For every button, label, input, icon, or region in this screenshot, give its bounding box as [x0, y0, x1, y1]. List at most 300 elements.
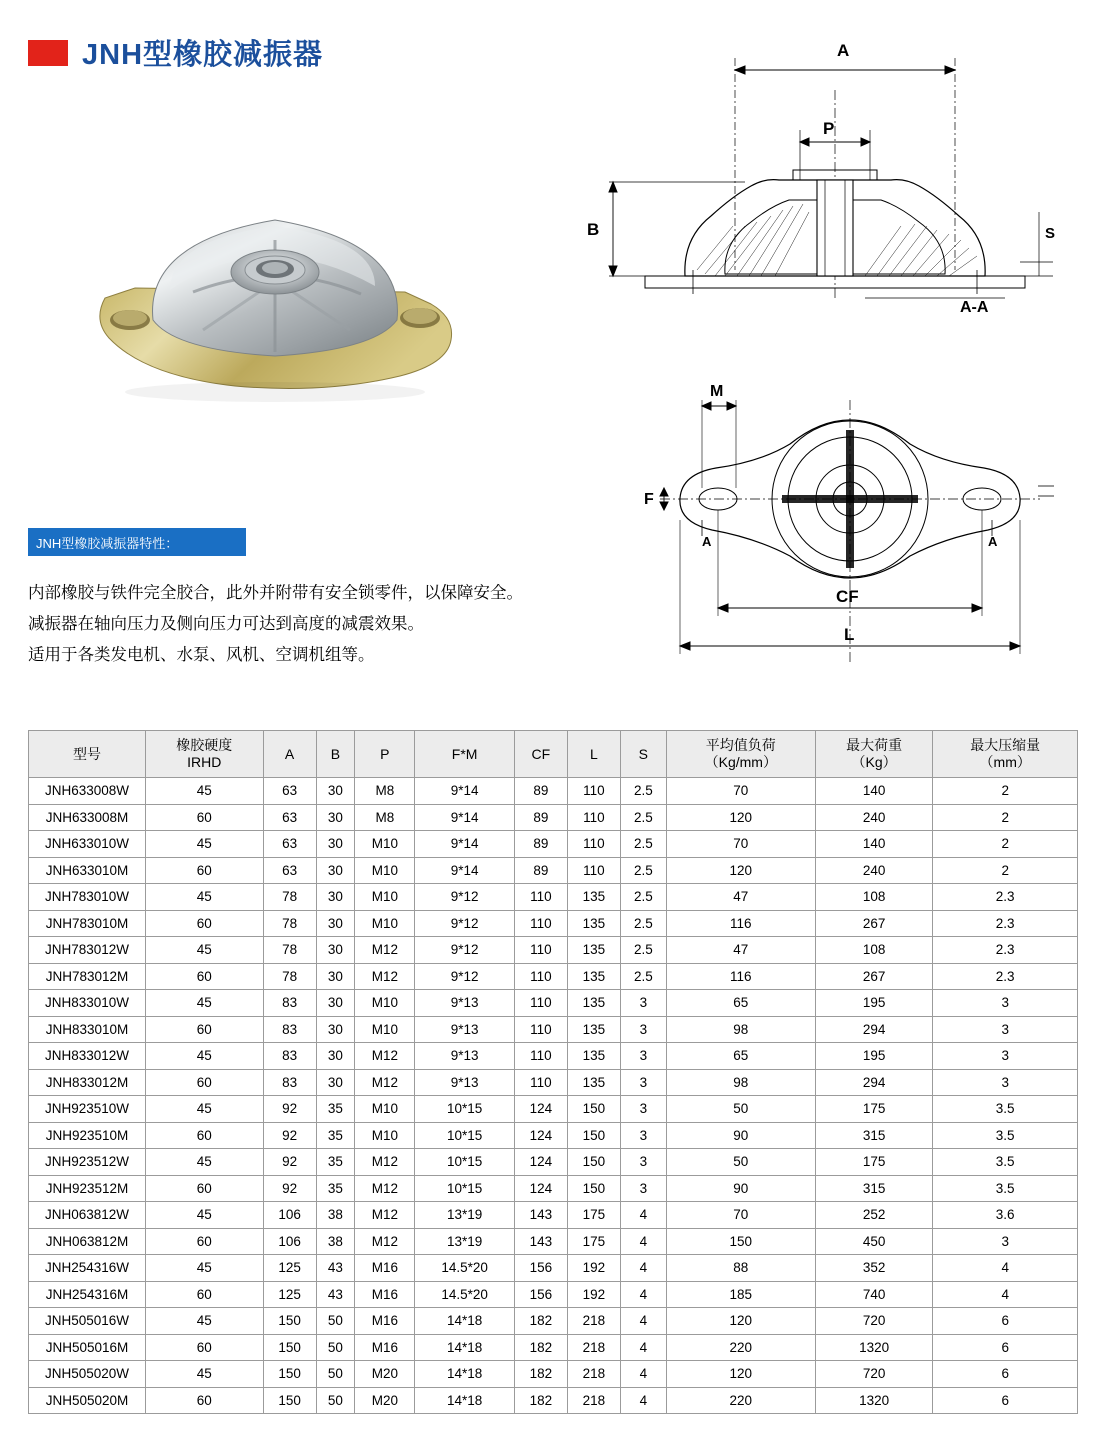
table-cell: 3 — [933, 1016, 1078, 1043]
dim-label-CF: CF — [836, 587, 859, 606]
table-cell: M8 — [355, 804, 415, 831]
table-cell: M16 — [355, 1308, 415, 1335]
table-cell: 106 — [263, 1228, 316, 1255]
col-header-p: P — [355, 731, 415, 778]
page-header — [28, 32, 323, 73]
table-cell: M10 — [355, 884, 415, 911]
table-cell: 720 — [815, 1308, 933, 1335]
table-cell: 9*14 — [415, 778, 514, 805]
table-cell: 6 — [933, 1361, 1078, 1388]
table-cell: 89 — [514, 831, 567, 858]
table-cell: M8 — [355, 778, 415, 805]
table-cell: 2.3 — [933, 884, 1078, 911]
table-cell: 135 — [567, 910, 620, 937]
table-cell: M20 — [355, 1361, 415, 1388]
table-cell: M12 — [355, 937, 415, 964]
table-cell: 78 — [263, 963, 316, 990]
view-mark-a-left: A — [702, 534, 712, 549]
table-cell: 2 — [933, 778, 1078, 805]
table-cell: 110 — [567, 778, 620, 805]
table-row — [29, 1149, 1078, 1176]
table-cell: 3 — [933, 1043, 1078, 1070]
spec-table-body — [29, 778, 1078, 1414]
table-cell: 83 — [263, 1016, 316, 1043]
dim-label-S: S — [1045, 225, 1056, 242]
table-cell: 175 — [567, 1202, 620, 1229]
table-cell: M10 — [355, 1122, 415, 1149]
table-cell: 6 — [933, 1334, 1078, 1361]
cell-model: JNH505020W — [29, 1361, 146, 1388]
table-cell: 9*13 — [415, 1016, 514, 1043]
table-row — [29, 1122, 1078, 1149]
table-cell: 352 — [815, 1255, 933, 1282]
table-cell: 450 — [815, 1228, 933, 1255]
table-cell: M12 — [355, 963, 415, 990]
table-cell: 4 — [620, 1361, 666, 1388]
table-cell: 50 — [316, 1308, 355, 1335]
dim-label-M: M — [710, 383, 724, 400]
table-cell: 135 — [567, 963, 620, 990]
cell-model: JNH633010M — [29, 857, 146, 884]
spec-table-head — [29, 731, 1078, 778]
table-cell: 218 — [567, 1308, 620, 1335]
table-cell: 10*15 — [415, 1149, 514, 1176]
cell-model: JNH923510M — [29, 1122, 146, 1149]
table-row — [29, 1175, 1078, 1202]
table-cell: 2.5 — [620, 963, 666, 990]
cell-model: JNH505016M — [29, 1334, 146, 1361]
table-cell: 60 — [146, 910, 264, 937]
table-cell: 6 — [933, 1387, 1078, 1414]
table-cell: 50 — [666, 1149, 815, 1176]
table-cell: 30 — [316, 910, 355, 937]
table-cell: 38 — [316, 1202, 355, 1229]
table-cell: 150 — [567, 1096, 620, 1123]
table-cell: 2.5 — [620, 910, 666, 937]
table-cell: M10 — [355, 1016, 415, 1043]
table-cell: 175 — [815, 1149, 933, 1176]
table-cell: 125 — [263, 1281, 316, 1308]
table-cell: 125 — [263, 1255, 316, 1282]
dim-label-P: P — [823, 119, 835, 138]
table-cell: 135 — [567, 937, 620, 964]
table-cell: 294 — [815, 1016, 933, 1043]
table-cell: 45 — [146, 778, 264, 805]
table-cell: 9*13 — [415, 990, 514, 1017]
table-cell: 135 — [567, 1043, 620, 1070]
table-cell: 252 — [815, 1202, 933, 1229]
col-header-max-load: 最大荷重 （Kg） — [815, 731, 933, 778]
col-header-model: 型号 — [29, 731, 146, 778]
table-cell: 3 — [933, 1069, 1078, 1096]
table-cell: 50 — [316, 1361, 355, 1388]
table-cell: 124 — [514, 1122, 567, 1149]
table-cell: 110 — [567, 857, 620, 884]
table-cell: 60 — [146, 1387, 264, 1414]
table-cell: 30 — [316, 884, 355, 911]
table-cell: 294 — [815, 1069, 933, 1096]
table-cell: 9*12 — [415, 910, 514, 937]
table-cell: 218 — [567, 1334, 620, 1361]
table-row — [29, 1043, 1078, 1070]
table-cell: 63 — [263, 857, 316, 884]
table-cell: 50 — [316, 1387, 355, 1414]
table-row — [29, 1334, 1078, 1361]
table-cell: 38 — [316, 1228, 355, 1255]
table-cell: 9*13 — [415, 1069, 514, 1096]
cell-model: JNH633008W — [29, 778, 146, 805]
table-cell: 740 — [815, 1281, 933, 1308]
table-cell: 182 — [514, 1361, 567, 1388]
dim-label-A: A — [837, 41, 850, 60]
spec-table — [28, 730, 1078, 1414]
table-cell: 45 — [146, 831, 264, 858]
table-cell: 2.5 — [620, 937, 666, 964]
table-cell: 10*15 — [415, 1096, 514, 1123]
table-cell: 267 — [815, 910, 933, 937]
table-cell: 47 — [666, 884, 815, 911]
table-cell: 14.5*20 — [415, 1255, 514, 1282]
table-cell: 13*19 — [415, 1202, 514, 1229]
table-cell: 14*18 — [415, 1334, 514, 1361]
table-cell: 78 — [263, 937, 316, 964]
table-cell: 4 — [620, 1281, 666, 1308]
table-row — [29, 910, 1078, 937]
table-cell: 124 — [514, 1149, 567, 1176]
table-cell: 4 — [620, 1334, 666, 1361]
table-cell: 98 — [666, 1016, 815, 1043]
table-cell: 9*14 — [415, 857, 514, 884]
table-cell: 6 — [933, 1308, 1078, 1335]
table-row — [29, 804, 1078, 831]
table-cell: 182 — [514, 1308, 567, 1335]
table-cell: 2.3 — [933, 910, 1078, 937]
table-cell: 143 — [514, 1202, 567, 1229]
page-title: JNH型橡胶减振器 — [82, 39, 324, 71]
table-cell: 150 — [263, 1308, 316, 1335]
table-cell: M12 — [355, 1175, 415, 1202]
table-cell: 70 — [666, 831, 815, 858]
feature-line-2: 减振器在轴向压力及侧向压力可达到高度的减震效果。 — [28, 615, 424, 633]
view-mark-a-right: A — [988, 534, 998, 549]
table-cell: 110 — [514, 990, 567, 1017]
col-header-l: L — [567, 731, 620, 778]
table-cell: 3 — [620, 1175, 666, 1202]
table-cell: 175 — [567, 1228, 620, 1255]
table-cell: 108 — [815, 884, 933, 911]
table-cell: 140 — [815, 831, 933, 858]
table-cell: 150 — [567, 1149, 620, 1176]
table-cell: 89 — [514, 778, 567, 805]
table-cell: 120 — [666, 1308, 815, 1335]
table-cell: 220 — [666, 1334, 815, 1361]
table-row — [29, 963, 1078, 990]
table-cell: 156 — [514, 1255, 567, 1282]
table-cell: 43 — [316, 1255, 355, 1282]
table-cell: 30 — [316, 857, 355, 884]
table-cell: M16 — [355, 1334, 415, 1361]
table-row — [29, 1255, 1078, 1282]
table-cell: M12 — [355, 1149, 415, 1176]
dim-label-F: F — [644, 491, 654, 508]
table-cell: 30 — [316, 804, 355, 831]
table-cell: 135 — [567, 1069, 620, 1096]
table-cell: 60 — [146, 1122, 264, 1149]
table-cell: 60 — [146, 1228, 264, 1255]
cell-model: JNH254316W — [29, 1255, 146, 1282]
table-cell: 30 — [316, 1016, 355, 1043]
table-cell: 150 — [263, 1361, 316, 1388]
cell-model: JNH254316M — [29, 1281, 146, 1308]
col-header-a: A — [263, 731, 316, 778]
table-cell: 13*19 — [415, 1228, 514, 1255]
table-cell: 175 — [815, 1096, 933, 1123]
product-photo — [75, 180, 475, 410]
table-cell: 45 — [146, 1361, 264, 1388]
table-cell: 108 — [815, 937, 933, 964]
table-cell: 2.3 — [933, 937, 1078, 964]
col-header-avg-load: 平均值负荷 （Kg/mm） — [666, 731, 815, 778]
table-cell: 45 — [146, 1202, 264, 1229]
table-cell: 89 — [514, 857, 567, 884]
table-row — [29, 831, 1078, 858]
table-cell: 30 — [316, 1043, 355, 1070]
table-cell: 3 — [620, 1016, 666, 1043]
table-row — [29, 1069, 1078, 1096]
table-cell: 120 — [666, 857, 815, 884]
table-cell: 192 — [567, 1281, 620, 1308]
table-cell: 150 — [567, 1175, 620, 1202]
table-cell: 14*18 — [415, 1387, 514, 1414]
table-cell: 110 — [514, 910, 567, 937]
table-cell: 150 — [666, 1228, 815, 1255]
cell-model: JNH833012W — [29, 1043, 146, 1070]
table-cell: 60 — [146, 1175, 264, 1202]
table-cell: 89 — [514, 804, 567, 831]
table-cell: 14*18 — [415, 1308, 514, 1335]
table-cell: 3 — [620, 1069, 666, 1096]
dim-label-B: B — [587, 220, 600, 239]
table-cell: 195 — [815, 1043, 933, 1070]
table-cell: 9*14 — [415, 804, 514, 831]
table-cell: 267 — [815, 963, 933, 990]
table-cell: 92 — [263, 1175, 316, 1202]
table-cell: 315 — [815, 1122, 933, 1149]
cell-model: JNH505020M — [29, 1387, 146, 1414]
table-cell: 110 — [514, 937, 567, 964]
table-cell: 60 — [146, 804, 264, 831]
table-cell: 2.5 — [620, 778, 666, 805]
spec-table-wrapper — [28, 730, 1078, 1414]
table-cell: 3 — [620, 1149, 666, 1176]
table-cell: 124 — [514, 1175, 567, 1202]
table-row — [29, 884, 1078, 911]
table-row — [29, 1228, 1078, 1255]
table-cell: 110 — [567, 831, 620, 858]
table-row — [29, 1308, 1078, 1335]
cell-model: JNH783010W — [29, 884, 146, 911]
section-label-aa: A-A — [960, 299, 989, 316]
table-cell: 2 — [933, 804, 1078, 831]
table-cell: 98 — [666, 1069, 815, 1096]
table-cell: 4 — [620, 1202, 666, 1229]
table-cell: 78 — [263, 884, 316, 911]
table-cell: 4 — [933, 1281, 1078, 1308]
table-cell: M20 — [355, 1387, 415, 1414]
table-cell: 4 — [620, 1387, 666, 1414]
table-cell: 218 — [567, 1387, 620, 1414]
table-cell: 3.6 — [933, 1202, 1078, 1229]
table-cell: 35 — [316, 1149, 355, 1176]
table-cell: 78 — [263, 910, 316, 937]
table-cell: 9*12 — [415, 884, 514, 911]
table-cell: 9*14 — [415, 831, 514, 858]
cell-model: JNH833012M — [29, 1069, 146, 1096]
table-cell: 90 — [666, 1122, 815, 1149]
feature-tag: JNH型橡胶减振器特性： — [28, 528, 246, 556]
table-cell: 45 — [146, 1255, 264, 1282]
table-row — [29, 1096, 1078, 1123]
table-cell: 3 — [933, 990, 1078, 1017]
col-header-s: S — [620, 731, 666, 778]
feature-line-3: 适用于各类发电机、水泵、风机、空调机组等。 — [28, 646, 375, 664]
table-header-row — [29, 731, 1078, 778]
table-cell: M12 — [355, 1069, 415, 1096]
table-cell: 30 — [316, 778, 355, 805]
table-cell: 60 — [146, 857, 264, 884]
table-cell: 30 — [316, 831, 355, 858]
feature-line-1: 内部橡胶与铁件完全胶合，此外并附带有安全锁零件，以保障安全。 — [28, 584, 523, 602]
table-cell: 35 — [316, 1175, 355, 1202]
table-cell: M10 — [355, 1096, 415, 1123]
cell-model: JNH923512W — [29, 1149, 146, 1176]
table-cell: 3.5 — [933, 1122, 1078, 1149]
table-cell: 2.5 — [620, 884, 666, 911]
table-cell: 2 — [933, 857, 1078, 884]
table-cell: 45 — [146, 1096, 264, 1123]
table-cell: 3.5 — [933, 1149, 1078, 1176]
table-cell: M12 — [355, 1043, 415, 1070]
table-cell: 110 — [514, 1043, 567, 1070]
table-cell: 110 — [514, 884, 567, 911]
table-cell: 182 — [514, 1387, 567, 1414]
cell-model: JNH063812M — [29, 1228, 146, 1255]
table-cell: 70 — [666, 1202, 815, 1229]
table-cell: 14.5*20 — [415, 1281, 514, 1308]
table-cell: 140 — [815, 778, 933, 805]
table-cell: 10*15 — [415, 1175, 514, 1202]
table-cell: M16 — [355, 1255, 415, 1282]
table-cell: 63 — [263, 831, 316, 858]
table-cell: 92 — [263, 1149, 316, 1176]
table-cell: 45 — [146, 937, 264, 964]
table-cell: 30 — [316, 990, 355, 1017]
table-cell: 9*13 — [415, 1043, 514, 1070]
table-cell: 83 — [263, 1043, 316, 1070]
col-header-cf: CF — [514, 731, 567, 778]
table-cell: M10 — [355, 857, 415, 884]
table-cell: 70 — [666, 778, 815, 805]
table-cell: 88 — [666, 1255, 815, 1282]
table-cell: 1320 — [815, 1334, 933, 1361]
table-cell: 45 — [146, 1308, 264, 1335]
table-cell: 9*12 — [415, 937, 514, 964]
table-cell: 60 — [146, 1069, 264, 1096]
table-cell: 218 — [567, 1361, 620, 1388]
table-cell: 92 — [263, 1122, 316, 1149]
table-cell: 120 — [666, 804, 815, 831]
table-cell: 4 — [933, 1255, 1078, 1282]
table-cell: 720 — [815, 1361, 933, 1388]
table-cell: 83 — [263, 990, 316, 1017]
cell-model: JNH783012W — [29, 937, 146, 964]
table-cell: 315 — [815, 1175, 933, 1202]
table-row — [29, 778, 1078, 805]
cell-model: JNH783010M — [29, 910, 146, 937]
table-cell: 135 — [567, 990, 620, 1017]
technical-drawing-plan — [640, 370, 1060, 680]
table-cell: 4 — [620, 1255, 666, 1282]
table-cell: 220 — [666, 1387, 815, 1414]
table-cell: 30 — [316, 963, 355, 990]
table-cell: 14*18 — [415, 1361, 514, 1388]
table-cell: M16 — [355, 1281, 415, 1308]
cell-model: JNH923510W — [29, 1096, 146, 1123]
table-cell: 50 — [316, 1334, 355, 1361]
table-cell: 3 — [620, 1043, 666, 1070]
table-cell: 106 — [263, 1202, 316, 1229]
table-cell: 10*15 — [415, 1122, 514, 1149]
table-cell: 192 — [567, 1255, 620, 1282]
table-cell: 116 — [666, 910, 815, 937]
cell-model: JNH783012M — [29, 963, 146, 990]
table-cell: 110 — [514, 1016, 567, 1043]
table-row — [29, 1202, 1078, 1229]
table-cell: 3 — [620, 990, 666, 1017]
table-row — [29, 1281, 1078, 1308]
table-cell: 143 — [514, 1228, 567, 1255]
table-cell: 110 — [514, 1069, 567, 1096]
table-cell: 156 — [514, 1281, 567, 1308]
table-cell: 150 — [263, 1334, 316, 1361]
table-row — [29, 1387, 1078, 1414]
technical-drawing-section — [565, 30, 1085, 330]
table-cell: 45 — [146, 884, 264, 911]
table-cell: 63 — [263, 804, 316, 831]
table-cell: 60 — [146, 1281, 264, 1308]
table-cell: 83 — [263, 1069, 316, 1096]
table-row — [29, 1016, 1078, 1043]
table-cell: 90 — [666, 1175, 815, 1202]
table-cell: 92 — [263, 1096, 316, 1123]
table-row — [29, 937, 1078, 964]
table-cell: 3 — [620, 1122, 666, 1149]
table-cell: M10 — [355, 990, 415, 1017]
table-row — [29, 857, 1078, 884]
table-cell: 65 — [666, 1043, 815, 1070]
table-cell: 2.3 — [933, 963, 1078, 990]
table-cell: 45 — [146, 1043, 264, 1070]
table-cell: 45 — [146, 990, 264, 1017]
table-cell: 1320 — [815, 1387, 933, 1414]
table-cell: 43 — [316, 1281, 355, 1308]
cell-model: JNH063812W — [29, 1202, 146, 1229]
cell-model: JNH505016W — [29, 1308, 146, 1335]
table-cell: M10 — [355, 910, 415, 937]
table-cell: 124 — [514, 1096, 567, 1123]
table-cell: M12 — [355, 1228, 415, 1255]
table-cell: 30 — [316, 937, 355, 964]
